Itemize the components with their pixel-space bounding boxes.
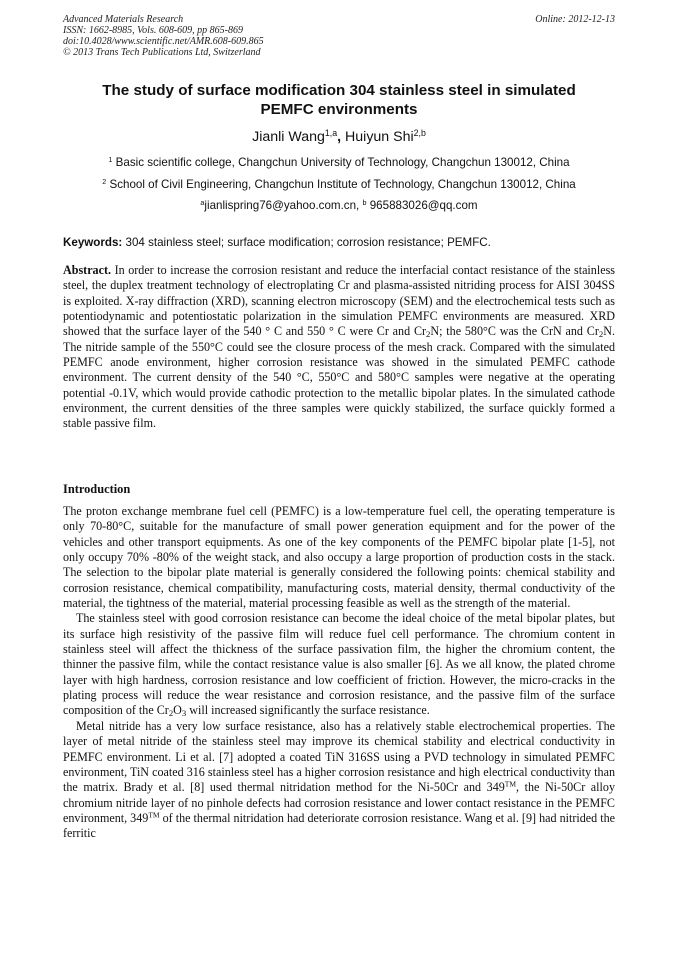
affiliation-text: Basic scientific college, Changchun University of Technology, Changchun 130012, China [115, 156, 570, 169]
email-link[interactable]: jianlispring76@yahoo.com.cn, [204, 199, 360, 212]
title-line-2: PEMFC environments [260, 101, 418, 118]
trademark-superscript: TM [148, 810, 160, 820]
paragraph: Metal nitride has a very low surface resistance, also has a relatively stable electrochemical properties. The layer of metal nitride of the stainless steel may improve its chemical stability and electrical conductivity in PEMFC environment. Li et al. [7] adopted a coated TiN 316SS using a PVD technology in simulated PEMFC environment, TiN coated 316 stainless steel has a higher corrosion resistance and high electrical conductivity than the matrix. Brady et al. [8] used thermal nitridation method for the Ni-50Cr and 349™, the Ni-50Cr alloy chromium nitride layer of no pinhole defects had corrosion resistance and lower contact resistance in the PEMFC environment, 349™ of the thermal nitridation had deteriorate corrosion resistance. Wang et al. [9] had nitrided the ferritic [63, 718, 615, 841]
author-superscript: 2,b [413, 128, 426, 139]
subscript: 2 [426, 329, 431, 340]
keywords [63, 235, 615, 250]
trademark-superscript: TM [504, 779, 517, 789]
author-superscript: 1,a [324, 128, 338, 139]
author-name: Huiyun Shi [345, 129, 414, 145]
abstract [63, 263, 615, 432]
subscript: 2 [168, 708, 174, 719]
affiliation-text: School of Civil Engineering, Changchun Institute of Technology, Changchun 130012, China [109, 178, 576, 191]
subscript: 2 [598, 329, 604, 340]
email-superscript: b [362, 198, 367, 208]
journal-name: Advanced Materials Research [63, 14, 184, 25]
affiliation-2 [63, 177, 615, 192]
paragraph: The proton exchange membrane fuel cell (PEMFC) is a low-temperature fuel cell, the operating temperature is only 70-80°C, suitable for the manufacture of small power generation equipment and for the power of the vehicles and other transport equipments. As one of the key components of the PEMFC bipolar plate [1-5], not only occupy 70% -80% of the weight stack, and also occupy a large proportion of production costs in the stack. The selection to the bipolar plate material is generally considered the following points: chemical stability and corrosion resistance, chemical compatibility, manufacturing costs, material density, thermal conductivity of the material, the tightness of the material, material processing feasible as well as the strength of the material. [63, 504, 615, 611]
author-emails [63, 198, 615, 213]
section-heading-introduction: Introduction [63, 482, 131, 496]
author-name: Jianli Wang [252, 129, 325, 145]
doi-link[interactable]: doi:10.4028/www.scientific.net/AMR.608-609.865 [63, 36, 264, 47]
paper-title [63, 81, 615, 119]
paragraph: The stainless steel with good corrosion resistance can become the ideal choice of the metal bipolar plates, but its surface high resistivity of the passive film will reduce fuel cell performance. The chromium content in stainless steel will affect the thickness of the surface passivation film, the higher the chromium content, the thinner the passive film, while the contact resistance value is also smaller [6]. As we all know, the plated chrome layer with high hardness, corrosion resistance and low coefficient of friction. However, the micro-cracks in the plating process will reduce the wear resistance and corrosion resistance, and the passive film of the surface composition of the $Cr_2O_3$ will increased significantly the surface resistance. [63, 611, 615, 719]
abstract-text-3: N. The nitride sample of the 550°C could see the closure process of the mesh crack. Compared with the simulated PEMFC anode environment, higher corrosion resistance was showed in the simulated PEMFC cathode environment. The current density of the 540 °C, 550°C and 580°C samples were negative at the operating potential -0.1V, which would provide cathodic protection to the metallic bipolar plates. In the simulated cathode environment, the current densities of the three samples were quickly stabilized, the surface quickly formed a stable passive film. [63, 324, 615, 431]
abstract-text-1: In order to increase the corrosion resistant and reduce the interfacial contact resistance of the stainless steel, the duplex treatment technology of electroplating Cr and plasma-assisted nitriding process for AISI 304SS is exploited. X-ray diffraction (XRD), scanning electron microscopy (SEM) and the electrochemical tests such as potentiodynamic and potentiostatic polarization in the simulation PEMFC environments are measured. XRD showed that the surface layer of the 540 ° C and 550 ° C were Cr and Cr [63, 263, 615, 339]
affiliation-superscript: 2 [102, 177, 107, 187]
copyright: © 2013 Trans Tech Publications Ltd, Switzerland [63, 47, 261, 58]
subscript: 3 [181, 708, 187, 719]
journal-header [63, 14, 615, 58]
author-list: Jianli Wang$^{1,a}$, Huiyun Shi$^{2,b}$ [252, 128, 426, 145]
affiliation-1 [63, 155, 615, 170]
abstract-text-2: N; the 580°C was the CrN and Cr [430, 324, 599, 339]
title-line-1: The study of surface modification 304 stainless steel in simulated [102, 82, 576, 99]
email-link[interactable]: 965883026@qq.com [369, 199, 478, 212]
online-date: Online: 2012-12-13 [535, 14, 615, 25]
keywords-text: 304 stainless steel; surface modification; corrosion resistance; PEMFC. [125, 236, 491, 249]
abstract-label: Abstract. [63, 263, 112, 277]
affiliation-superscript: 1 [108, 155, 113, 165]
keywords-label: Keywords: [63, 236, 123, 249]
introduction-body [63, 504, 615, 842]
email-superscript: a [200, 198, 205, 208]
journal-issn: ISSN: 1662-8985, Vols. 608-609, pp 865-869 [63, 25, 243, 36]
